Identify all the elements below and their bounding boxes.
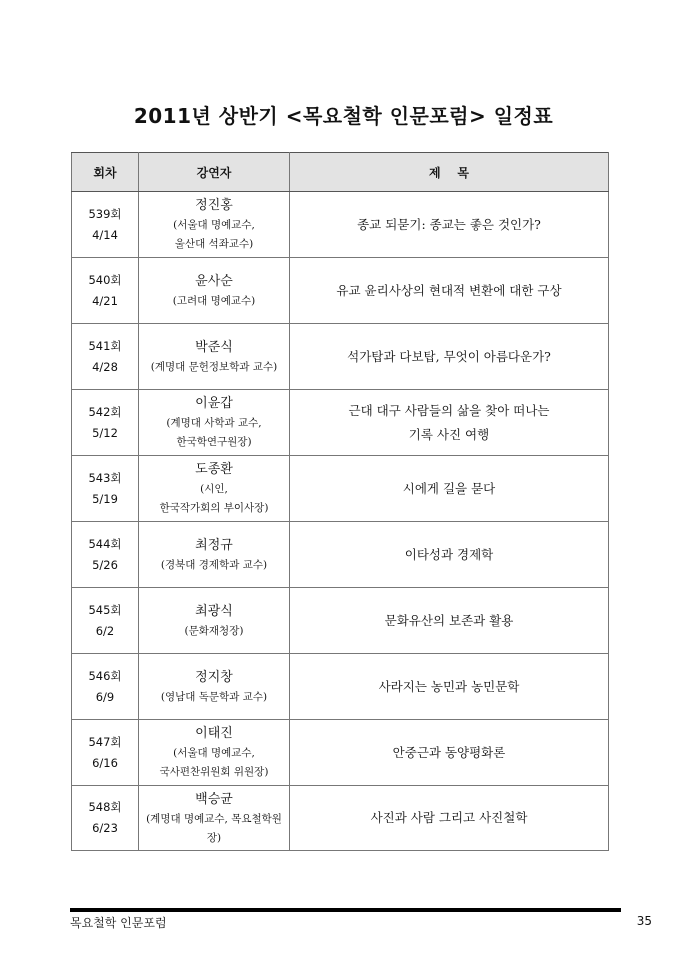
speaker-cell [139, 456, 290, 522]
session-number: 540회 [88, 272, 122, 287]
speaker-affiliation: (고려대 명예교수) [172, 294, 256, 307]
session-cell [72, 522, 139, 588]
session-cell [72, 324, 139, 390]
topic-cell [290, 522, 609, 588]
footer-title: 목요철학 인문포럼 [70, 916, 167, 930]
schedule-table [71, 152, 609, 851]
speaker-cell [139, 390, 290, 456]
lecture-title: 문화유산의 보존과 활용 [384, 612, 514, 628]
session-number: 548회 [88, 800, 122, 814]
session-date: 5/19 [92, 491, 118, 506]
speaker-affiliation: (시인, [200, 483, 228, 495]
header-row [72, 153, 609, 192]
lecture-title: 기록 사진 여행 [408, 426, 490, 442]
speaker-affiliation: (경북대 경제학과 교수) [160, 558, 268, 571]
speaker-cell [139, 588, 290, 654]
speaker-affiliation: (영남대 독문학과 교수) [160, 690, 268, 703]
header-speaker: 강연자 [139, 153, 290, 192]
speaker-affiliation: 울산대 석좌교수) [174, 238, 254, 250]
lecture-title: 시에게 길을 묻다 [402, 480, 496, 496]
session-number: 539회 [88, 206, 122, 221]
speaker-affiliation: 한국학연구원장) [176, 436, 252, 448]
document-title: 2011년 상반기 <목요철학 인문포럼> 일정표 [133, 104, 554, 128]
speaker-affiliation: (서울대 명예교수, [173, 747, 255, 759]
topic-cell [290, 588, 609, 654]
lecture-title: 사진과 사람 그리고 사진철학 [370, 810, 528, 825]
topic-cell [290, 456, 609, 522]
table-row [72, 456, 609, 522]
speaker-cell [139, 324, 290, 390]
session-cell [72, 720, 139, 786]
table-row [72, 720, 609, 786]
topic-cell [290, 258, 609, 324]
header-number: 회차 [72, 153, 139, 192]
session-date: 4/21 [92, 293, 118, 308]
session-number: 545회 [88, 602, 122, 617]
lecture-title: 이타성과 경제학 [404, 546, 494, 562]
session-date: 6/16 [92, 755, 118, 770]
speaker-cell [139, 258, 290, 324]
session-cell [72, 654, 139, 720]
speaker-cell [139, 720, 290, 786]
session-date: 5/26 [92, 557, 118, 572]
speaker-name: 도종환 [195, 462, 233, 477]
table-row [72, 522, 609, 588]
session-date: 4/14 [92, 227, 118, 242]
speaker-affiliation: (문화재청장) [184, 624, 244, 637]
speaker-affiliation: 한국작가회의 부이사장) [159, 502, 269, 514]
topic-cell [290, 324, 609, 390]
session-date: 4/28 [92, 359, 118, 374]
session-number: 541회 [88, 338, 122, 353]
lecture-title: 안중근과 동양평화론 [392, 744, 506, 760]
topic-cell [290, 786, 609, 851]
session-cell [72, 390, 139, 456]
table-row [72, 654, 609, 720]
lecture-title: 사라지는 농민과 농민문학 [378, 678, 520, 694]
topic-cell [290, 654, 609, 720]
session-date: 5/12 [92, 425, 118, 440]
lecture-title: 종교 되묻기: 종교는 좋은 것인가? [357, 216, 541, 232]
topic-cell [290, 192, 609, 258]
speaker-cell [139, 192, 290, 258]
session-number: 543회 [88, 470, 122, 485]
table-row [72, 588, 609, 654]
session-cell [72, 456, 139, 522]
table-body [72, 192, 609, 851]
speaker-cell [139, 654, 290, 720]
session-cell [72, 588, 139, 654]
speaker-affiliation: (계명대 문헌정보학과 교수) [150, 360, 278, 373]
table-header [72, 153, 609, 192]
speaker-name: 박준식 [195, 339, 233, 355]
page-number: 35 [636, 914, 652, 928]
speaker-name: 정진홍 [195, 198, 233, 213]
session-date: 6/2 [95, 623, 115, 638]
speaker-name: 이윤갑 [195, 396, 233, 411]
lecture-title: 석가탑과 다보탑, 무엇이 아름다운가? [347, 348, 551, 364]
table-row [72, 786, 609, 851]
speaker-affiliation: (서울대 명예교수, [173, 219, 255, 231]
lecture-title: 유교 윤리사상의 현대적 변환에 대한 구상 [336, 282, 562, 298]
speaker-name: 백승균 [195, 791, 233, 807]
speaker-name: 최광식 [195, 603, 233, 619]
table-row [72, 258, 609, 324]
table-row [72, 324, 609, 390]
session-number: 542회 [88, 404, 122, 419]
header-topic: 제 목 [290, 153, 609, 192]
session-cell [72, 258, 139, 324]
session-date: 6/9 [95, 689, 115, 704]
speaker-cell [139, 786, 290, 851]
speaker-affiliation: (계명대 명예교수, 목요철학원장) [146, 812, 282, 844]
topic-cell [290, 720, 609, 786]
speaker-name: 정지창 [195, 669, 233, 685]
speaker-name: 윤사순 [195, 273, 233, 289]
topic-cell [290, 390, 609, 456]
speaker-affiliation: 국사편찬위원회 위원장) [159, 766, 269, 778]
session-number: 546회 [88, 668, 122, 683]
speaker-cell [139, 522, 290, 588]
speaker-name: 이태진 [195, 726, 233, 741]
speaker-name: 최정규 [195, 537, 233, 553]
session-cell [72, 192, 139, 258]
lecture-title: 근대 대구 사람들의 삶을 찾아 떠나는 [348, 402, 550, 418]
speaker-affiliation: (계명대 사학과 교수, [166, 417, 262, 429]
session-cell [72, 786, 139, 851]
session-date: 6/23 [92, 821, 118, 835]
table-row [72, 192, 609, 258]
session-number: 544회 [88, 536, 122, 551]
table-row [72, 390, 609, 456]
session-number: 547회 [88, 734, 122, 749]
footer-rule [70, 908, 621, 912]
